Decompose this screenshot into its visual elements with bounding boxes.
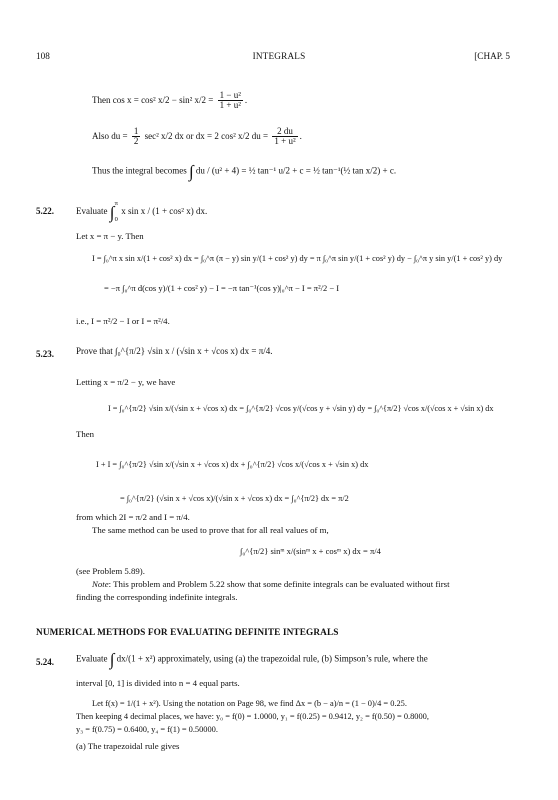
let-f-line: Let f(x) = 1/(1 + x²). Using the notation on Page 98, we find Δx = (b − a)/n = (1 − 0)/4 = 0.25. (92, 699, 407, 708)
equation-5-22-a: I = ∫₀^π x sin x/(1 + cos² x) dx = ∫₀^π (π − y) sin y/(1 + cos² y) dy = π ∫₀^π sin y/(1 + cos² y) dy − ∫₀^π y sin y/(1 + cos² y) dy (92, 254, 503, 263)
fraction-numerator: 1 − u² (219, 90, 241, 100)
interval-line: interval [0, 1] is divided into n = 4 equal parts. (76, 678, 240, 688)
fraction-denominator: 1 + u² (219, 100, 241, 111)
fraction-denominator: 2 (133, 136, 139, 147)
evaluate-label: Evaluate (76, 653, 108, 664)
prove-label: Prove that (76, 346, 113, 356)
thus-expression: du / (u² + 4) = ½ tan⁻¹ u/2 + c = ½ tan⁻¹(½ tan x/2) + c. (195, 165, 397, 176)
let-line: Let x = π − y. Then (76, 231, 144, 241)
integral-sign: ∫ (109, 650, 115, 669)
trapezoidal-line: (a) The trapezoidal rule gives (76, 741, 180, 751)
fraction-numerator: 2 du (272, 127, 297, 137)
prove-statement: ∫₀^{π/2} √sin x / (√sin x + √cos x) dx = π/4. (115, 346, 273, 356)
also-fraction-2 (272, 127, 297, 147)
fraction-denominator: 1 + u² (274, 136, 296, 147)
values-line: y₃ = f(0.75) = 0.6400, y₄ = f(1) = 0.50000. (76, 725, 218, 734)
thus-text: Thus the integral becomes (92, 165, 187, 176)
problem-5-23-number: 5.23. (36, 349, 54, 359)
page-header (0, 51, 558, 63)
evaluate-label: Evaluate (76, 206, 108, 217)
problem-5-24-number: 5.24. (36, 657, 54, 667)
chapter-label: [CHAP. 5 (474, 51, 510, 61)
problem-5-23-statement (76, 346, 273, 357)
see-problem-line: (see Problem 5.89). (76, 566, 145, 576)
equation-5-22-b: = −π ∫₀^π d(cos y)/(1 + cos² y) − I = −π tan⁻¹(cos y)|₀^π − I = π²/2 − I (104, 283, 340, 293)
fraction-numerator: 1 (133, 126, 139, 136)
general-result: ∫₀^{π/2} sinᵐ x/(sinᵐ x + cosᵐ x) dx = π/4 (240, 546, 381, 556)
integrand: dx/(1 + x²) (116, 653, 156, 664)
integral-sign: ∫ (109, 202, 115, 222)
problem-5-24-statement (76, 651, 428, 668)
then-cos-line: Then cos x = cos² x/2 − sin² x/2 = $\frac{\text{1 − u²}}{\text{1 + u²}}$ . (92, 90, 248, 111)
integrand: x sin x / (1 + cos² x) dx. (121, 206, 208, 217)
from-which-line: from which 2I = π/2 and I = π/4. (76, 512, 190, 522)
also-text: Also du = (92, 131, 128, 141)
same-method-line: The same method can be used to prove that for all real values of m, (92, 525, 329, 535)
equation-5-23-a: I = ∫₀^{π/2} √sin x/(√sin x + √cos x) dx = ∫₀^{π/2} √cos y/(√cos y + √sin y) dy = ∫₀^{π/2} √cos x/(√cos x + √sin x) dx (108, 404, 494, 413)
page-number: 108 (36, 51, 50, 61)
note-label: Note (92, 579, 109, 589)
also-fraction (132, 127, 141, 147)
section-heading: NUMERICAL METHODS FOR EVALUATING DEFINITE INTEGRALS (36, 628, 339, 638)
lower-limit: 0 (114, 215, 118, 223)
problem-text: approximately, using (a) the trapezoidal rule, (b) Simpson’s rule, where the (157, 653, 428, 664)
problem-5-22-number: 5.22. (36, 206, 54, 216)
then-label: Then (76, 429, 95, 439)
letting-line: Letting x = π/2 − y, we have (76, 377, 176, 387)
keeping-line: Then keeping 4 decimal places, we have: y₀ = f(0) = 1.0000, y₁ = f(0.25) = 0.9412, y₂ = f(0.50) = 0.8000, (76, 712, 429, 721)
equation-5-23-c: = ∫₀^{π/2} (√sin x + √cos x)/(√sin x + √cos x) dx = ∫₀^{π/2} dx = π/2 (120, 494, 349, 503)
note-line (92, 579, 450, 590)
problem-5-22-statement (76, 200, 207, 224)
then-cos-text: Then cos x = cos² x/2 − sin² x/2 = (92, 95, 214, 105)
running-title: INTEGRALS (252, 51, 306, 61)
thus-line (92, 163, 396, 180)
then-cos-fraction (218, 91, 243, 111)
note-line-2: finding the corresponding indefinite integrals. (76, 592, 238, 602)
integral-sign: ∫ (188, 162, 194, 181)
equation-5-23-b: I + I = ∫₀^{π/2} √sin x/(√sin x + √cos x) dx + ∫₀^{π/2} √cos x/(√cos x + √sin x) dx (96, 460, 369, 469)
also-line: Also du = $\frac{1}{2}$ sec² x/2 dx or dx = 2 cos² x/2 du = $\frac{2 du}{\text{1 + u²}}$ . (92, 126, 302, 147)
note-text: : This problem and Problem 5.22 show that some definite integrals can be evaluated without first (108, 579, 450, 589)
also-mid-text: sec² x/2 dx or dx = 2 cos² x/2 du = (144, 131, 269, 141)
integral-limits (115, 200, 118, 224)
upper-limit: π (114, 200, 118, 207)
ie-line: i.e., I = π²/2 − I or I = π²/4. (76, 316, 170, 326)
